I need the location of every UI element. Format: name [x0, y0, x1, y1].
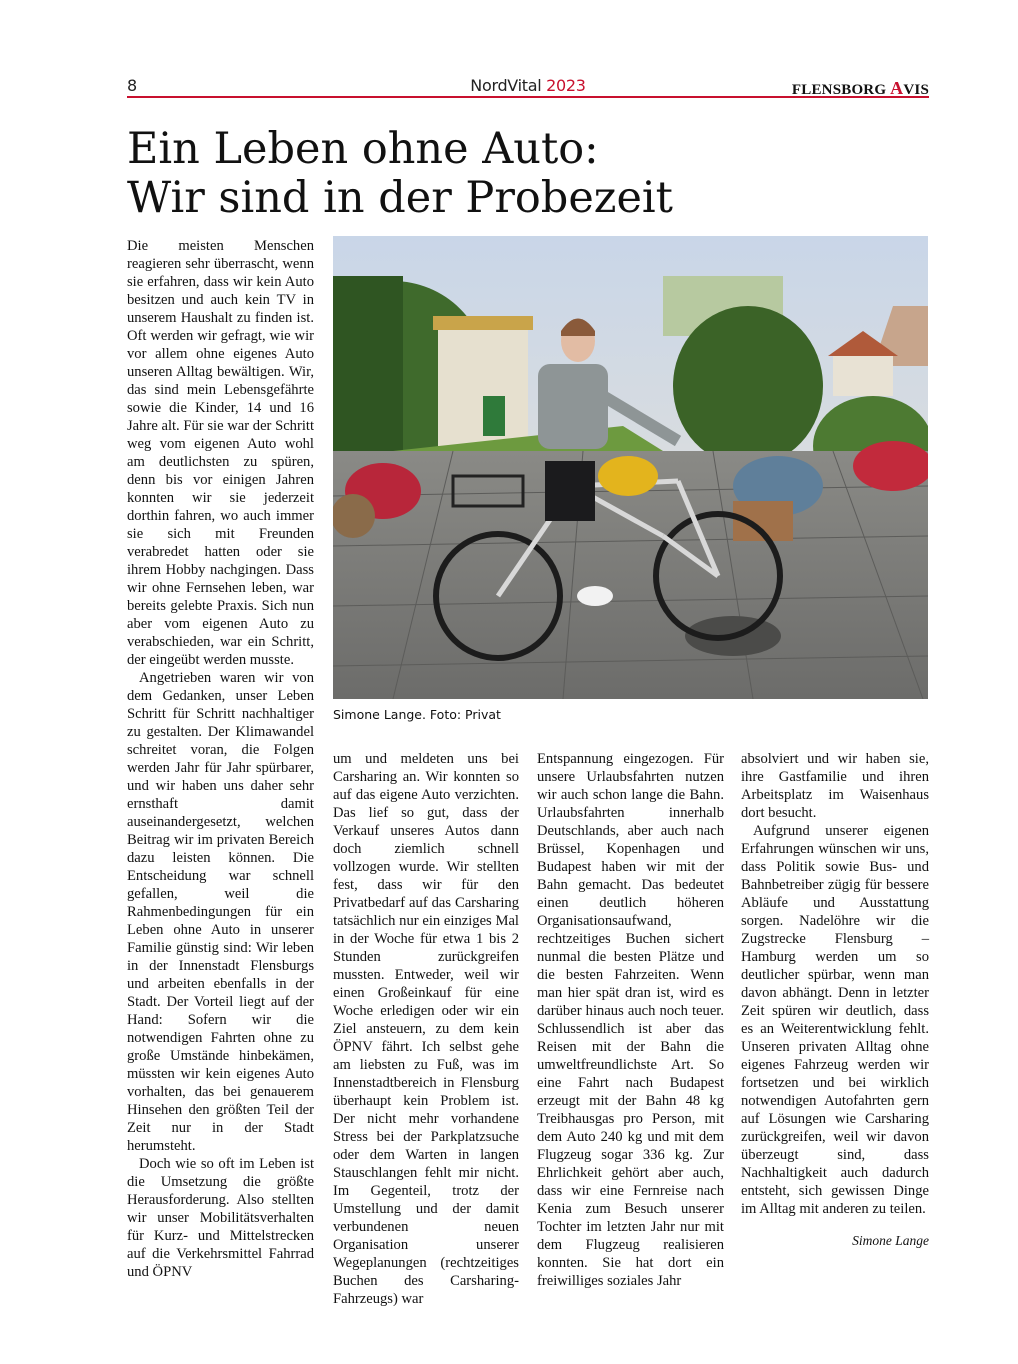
- page-header: [127, 76, 929, 98]
- headline-line-2: Wir sind in der Probezeit: [127, 173, 673, 223]
- magazine-year: 2023: [546, 76, 586, 95]
- article-column-3: [537, 750, 724, 1290]
- magazine-name: NordVital: [470, 76, 542, 95]
- article-photo: [333, 236, 928, 699]
- article-headline: [127, 125, 927, 223]
- newspaper-logo: [792, 78, 929, 99]
- photo-illustration: [333, 236, 928, 699]
- headline-line-1: Ein Leben ohne Auto:: [127, 124, 599, 174]
- article-column-1: [127, 237, 314, 1281]
- logo-text-post: VIS: [903, 82, 929, 98]
- paragraph: Die meisten Menschen reagieren sehr überrascht, wenn sie erfahren, dass wir kein Auto besitzen und auch kein TV in unserem Haushalt zu finden ist. Oft werden wir gefragt, wie wir vor allem ohne eigenes Auto unseren Alltag bewältigen. Wir, das sind mein Lebensgefährte sowie die Kinder, 14 und 16 Jahre alt. Für sie war der Schritt weg vom eigenen Auto wohl am deutlichsten zu spüren, denn bis vor einigen Jahren konnten wir sie jederzeit dorthin fahren, wo auch immer sie sich mit Freunden verabredet hatten oder sie ihrem Hobby nachgingen. Dass wir ohne Fernsehen leben, war bereits gelebte Praxis. Sich nun aber vom eigenen Auto zu verabschieden, war ein Schritt, der eingeübt werden musste.: [127, 238, 314, 668]
- paragraph: Entspannung eingezogen. Für unsere Urlaubsfahrten nutzen wir auch schon lange die Bahn. Urlaubsfahrten innerhalb Deutschlands, aber auch nach Brüssel, Kopenhagen und Budapest haben wir mit der Bahn gemacht. Das bedeutet einen deutlich höheren Organisationsaufwand, rechtzeitiges Buchen sichert nunmal die besten Plätze und die besten Fahrzeiten. Wenn man hier spät dran ist, wird es darüber hinaus auch noch teuer. Schlussendlich ist aber das Reisen mit der Bahn die umweltfreundlichste Art. So eine Fahrt nach Budapest erzeugt mit der Bahn 48 kg Treibhausgas pro Person, mit dem Auto 240 kg und mit dem Flugzeug sogar 336 kg. Zur Ehrlichkeit gehört aber auch, dass wir eine Fernreise nach Kenia zum Besuch unserer Tochter im letzten Jahr nur mit dem Flugzeug realisieren konnten. Sie hat dort ein freiwilliges soziales Jahr: [537, 751, 724, 1289]
- paragraph: Doch wie so oft im Leben ist die Umsetzung die größte Herausforderung. Also stellten wir unser Mobilitätsverhalten für Kurz- und Mittelstrecken auf die Verkehrsmittel Fahrrad und ÖPNV: [127, 1156, 314, 1280]
- paragraph: Angetrieben waren wir von dem Gedanken, unser Leben Schritt für Schritt nachhaltiger zu gestalten. Der Klimawandel schreitet voran, die Folgen werden Jahr für Jahr spürbarer, und wir haben uns daher sehr ernsthaft damit auseinandergesetzt, welchen Beitrag wir im privaten Bereich dazu leisten können. Die Entscheidung war schnell gefallen, weil die Rahmenbedingungen für ein Leben ohne Auto in unserer Familie günstig sind: Wir leben in der Innenstadt Flensburgs und arbeiten ebenfalls in der Stadt. Der Vorteil liegt auf der Hand: Sofern wir die notwendigen Fahrten ohne zu große Umstände hinbekämen, müssten wir kein eigenes Auto vorhalten, das bei genauerem Hinsehen den größten Teil der Zeit nur in der Stadt herumsteht.: [127, 670, 314, 1154]
- paragraph: Aufgrund unserer eigenen Erfahrungen wünschen wir uns, dass Politik sowie Bus- und Bahnbetreiber zügig für bessere Abläufe und Ausstattung sorgen. Nadelöhre wir die Zugstrecke Flensburg – Hamburg werden um so deutlicher spürbar, wenn man davon abhängt. Denn in letzter Zeit spüren wir deutlich, dass es an Weiterentwicklung fehlt. Unseren privaten Alltag ohne eigenes Fahrzeug werden wir fortsetzen und bei wirklich notwendigen Autofahrten gern auf Lösungen wie Carsharing zurückgreifen, weil wir davon überzeugt sind, dass Nachhaltigkeit auch dadurch entsteht, sich gewissen Dinge im Alltag mit anderen zu teilen.: [741, 823, 929, 1217]
- paragraph: absolviert und wir haben sie, ihre Gastfamilie und ihren Arbeitsplatz im Waisenhaus dort besucht.: [741, 751, 929, 821]
- logo-letter-a: A: [890, 78, 904, 98]
- photo-caption: Simone Lange. Foto: Privat: [333, 707, 501, 722]
- article-column-4: [741, 750, 929, 1250]
- page-number: 8: [127, 76, 138, 95]
- author-signature: Simone Lange: [852, 1233, 929, 1248]
- paragraph: um und meldeten uns bei Carsharing an. Wir konnten so auf das eigene Auto verzichten. Das lief so gut, dass der Verkauf unseres Autos dann doch ziemlich schnell vollzogen wurde. Wir stellten fest, dass wir für den Privatbedarf auf das Carsharing tatsächlich nur ein einziges Mal in der Woche für etwa 1 bis 2 Stunden zurückgreifen mussten. Entweder, weil wir einen Großeinkauf für eine Woche erledigen oder wir ein Ziel ansteuern, zu dem kein ÖPNV fährt. Ich selbst gehe am liebsten zu Fuß, was im Innenstadtbereich in Flensburg überhaupt kein Problem ist. Der nicht mehr vorhandene Stress bei der Parkplatzsuche oder dem Warten in langen Stauschlangen fehlt mir nicht. Im Gegenteil, trotz der Umstellung und der damit verbundenen neuen Organisation unserer Wegeplanungen (rechtzeitiges Buchen des Carsharing-Fahrzeugs) war: [333, 751, 519, 1307]
- article-column-2: [333, 750, 519, 1308]
- logo-text-pre: FLENSBORG: [791, 82, 887, 98]
